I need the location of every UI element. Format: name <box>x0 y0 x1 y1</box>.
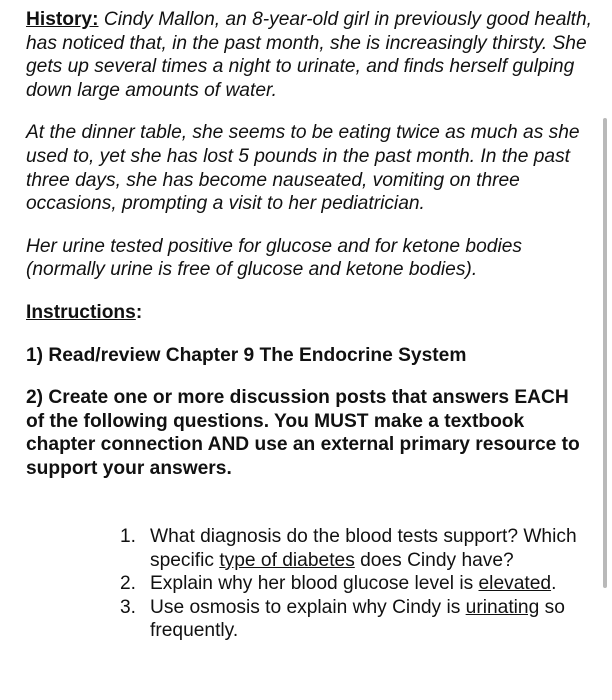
question-number: 1. <box>120 526 137 547</box>
question-link-type-of-diabetes[interactable]: type of diabetes <box>219 549 355 571</box>
history-text: Cindy Mallon, an 8-year-old girl in previously good health, has noticed that, in the past month, she is increasingly thirsty. She gets up several times a night to urinate, and finds herself gulping down large amounts of water. <box>26 9 592 101</box>
document-body <box>26 8 592 500</box>
question-number: 2. <box>120 573 137 595</box>
vertical-scrollbar[interactable] <box>603 118 607 588</box>
instruction-step-1: 1) Read/review Chapter 9 The Endocrine System <box>26 344 467 366</box>
question-text-after: so frequently. <box>150 596 565 642</box>
history-label: History: <box>26 9 99 30</box>
urine-paragraph: Her urine tested positive for glucose and for ketone bodies (normally urine is free of glucose and ketone bodies). <box>26 235 522 281</box>
question-link-urinating[interactable]: urinating <box>465 596 540 618</box>
instructions-heading-text: Instructions <box>26 301 136 323</box>
instructions-heading <box>26 301 592 325</box>
question-item-1 <box>120 525 580 572</box>
question-link-elevated[interactable]: elevated <box>478 573 552 595</box>
question-text-after: does Cindy have? <box>354 549 514 571</box>
instruction-step-2: 2) Create one or more discussion posts that answers EACH of the following questions. You MUST make a textbook chapter connection AND use an external primary resource to support your answers. <box>26 387 580 479</box>
question-item-2 <box>120 572 580 596</box>
question-text-before: Use osmosis to explain why Cindy is <box>150 596 466 618</box>
question-text-before: Explain why her blood glucose level is <box>150 573 479 595</box>
history-paragraph <box>26 8 592 102</box>
question-item-3 <box>120 596 580 643</box>
questions-list <box>120 525 580 643</box>
question-text-after: . <box>551 573 557 595</box>
instructions-heading-colon: : <box>135 301 143 323</box>
question-text-before: What diagnosis do the blood tests support? Which specific <box>150 526 577 571</box>
question-number: 3. <box>120 596 137 618</box>
dinner-paragraph: At the dinner table, she seems to be eating twice as much as she used to, yet she has lost 5 pounds in the past month. In the past three days, she has become nauseated, vomiting on three occasions, prompting a visit to her pediatrician. <box>26 122 580 215</box>
